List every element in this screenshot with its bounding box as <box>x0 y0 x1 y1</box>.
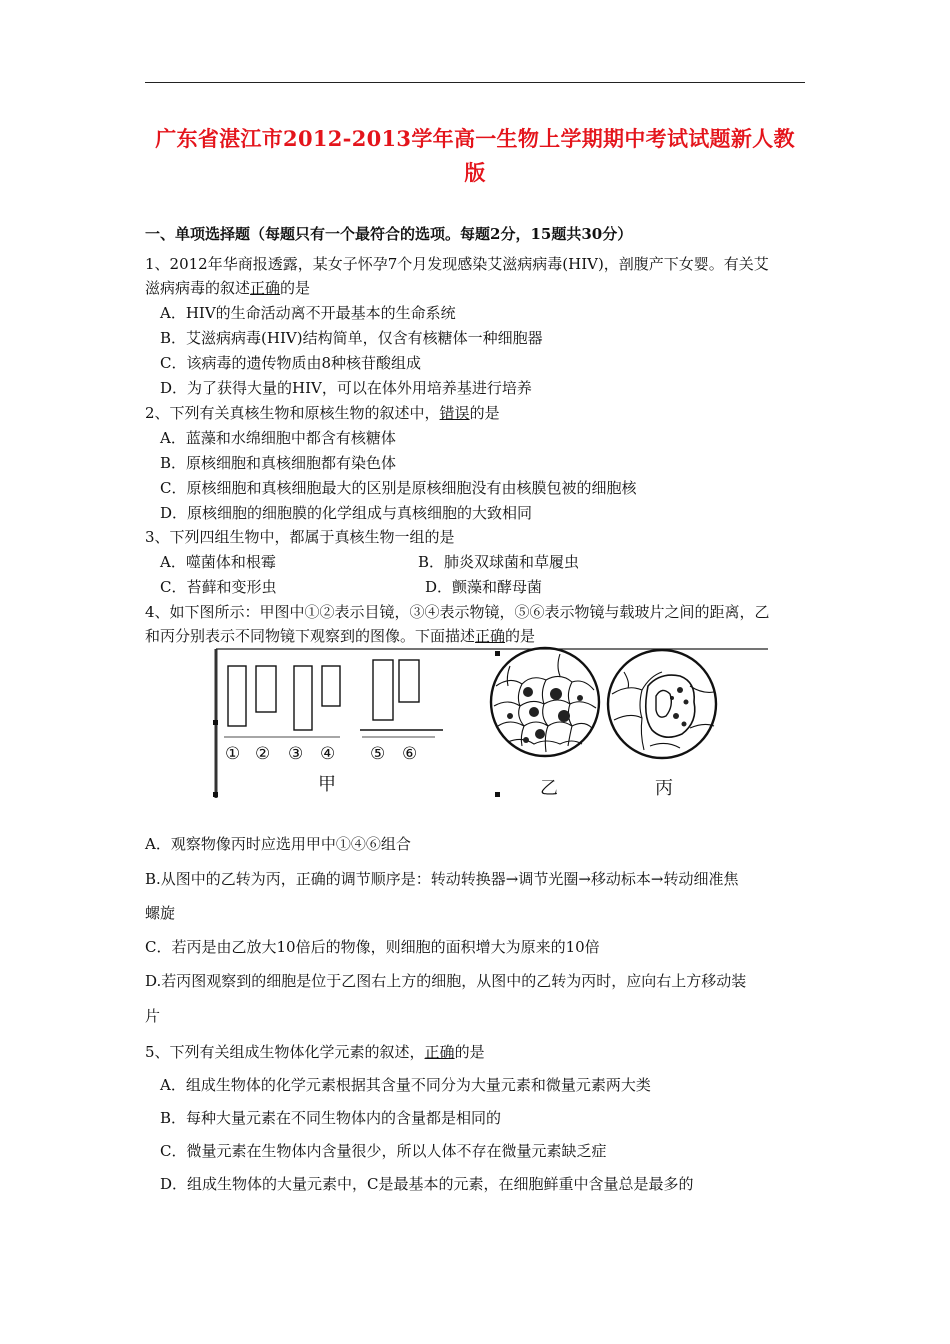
lens-diagram-jia <box>228 660 443 730</box>
title-line-1: 广东省湛江市2012-2013学年高一生物上学期期中考试试题新人教 <box>155 126 795 151</box>
q1-stem-end: 的是 <box>280 279 311 297</box>
objective-6 <box>399 660 419 702</box>
document-title <box>145 122 805 190</box>
q5-option-c: C．微量元素在生物体内含量很少，所以人体不存在微量元素缺乏症 <box>160 1142 607 1160</box>
eyepiece-1 <box>228 666 246 726</box>
section-heading: 一、单项选择题（每题只有一个最符合的选项。每题2分，15题共30分） <box>145 225 633 243</box>
q2-option-c: C．原核细胞和真核细胞最大的区别是原核细胞没有由核膜包被的细胞核 <box>160 479 637 497</box>
q5-stem-text: 5、下列有关组成生物体化学元素的叙述， <box>145 1043 425 1061</box>
title-line-2: 版 <box>464 160 486 185</box>
q4-stem-text: 和丙分别表示不同物镜下观察到的图像。下面描述 <box>145 627 476 645</box>
q3-option-d: D．颤藻和酵母菌 <box>425 578 543 596</box>
q4-option-b-line-1: B.从图中的乙转为丙，正确的调节顺序是：转动转换器→调节光圈→移动标本→转动细准焦 <box>145 870 739 888</box>
q4-stem-line-1: 4、如下图所示：甲图中①②表示目镜，③④表示物镜，⑤⑥表示物镜与载玻片之间的距离，乙 <box>145 603 770 621</box>
microscope-figure <box>210 646 770 802</box>
objective-4 <box>322 666 340 706</box>
objective-3 <box>294 666 312 730</box>
q3-option-c: C．苔藓和变形虫 <box>160 578 277 596</box>
q1-stem-line-2 <box>145 278 310 298</box>
label-bing: 丙 <box>655 778 673 799</box>
q2-stem-text: 2、下列有关真核生物和原核生物的叙述中， <box>145 404 440 422</box>
q2-option-a: A．蓝藻和水绵细胞中都含有核糖体 <box>160 429 396 447</box>
q2-option-b: B．原核细胞和真核细胞都有染色体 <box>160 454 397 472</box>
q3-option-a: A．噬菌体和根霉 <box>160 553 276 571</box>
q1-option-c: C．该病毒的遗传物质由8种核苷酸组成 <box>160 354 422 372</box>
view-bing-circle <box>608 650 716 758</box>
label-2: ② <box>255 744 271 764</box>
q4-option-d-line-2: 片 <box>145 1007 161 1025</box>
q5-stem <box>145 1042 485 1062</box>
figure-marker <box>213 792 218 797</box>
figure-marker <box>495 651 500 656</box>
label-yi: 乙 <box>540 778 558 799</box>
q5-emphasis: 正确 <box>424 1043 455 1061</box>
q1-option-b: B．艾滋病病毒(HIV)结构简单，仅含有核糖体一种细胞器 <box>160 329 543 347</box>
q5-option-b: B．每种大量元素在不同生物体内的含量都是相同的 <box>160 1109 502 1127</box>
q4-option-c: C．若丙是由乙放大10倍后的物像，则细胞的面积增大为原来的10倍 <box>145 938 600 956</box>
q2-stem <box>145 403 500 423</box>
q4-stem-end: 的是 <box>505 627 536 645</box>
view-yi <box>491 648 599 756</box>
q5-option-a: A．组成生物体的化学元素根据其含量不同分为大量元素和微量元素两大类 <box>160 1076 651 1094</box>
figure-marker <box>495 792 500 797</box>
q2-stem-end: 的是 <box>469 404 500 422</box>
q5-option-d: D．组成生物体的大量元素中，C是最基本的元素，在细胞鲜重中含量总是最多的 <box>160 1175 694 1193</box>
q1-emphasis: 正确 <box>250 279 281 297</box>
view-bing <box>608 650 716 758</box>
q3-stem: 3、下列四组生物中，都属于真核生物一组的是 <box>145 528 455 546</box>
q1-option-a: A．HIV的生命活动离不开最基本的生命系统 <box>160 304 456 322</box>
figure-marker <box>213 720 218 725</box>
header-rule <box>145 82 805 83</box>
q3-option-b: B．肺炎双球菌和草履虫 <box>418 553 580 571</box>
label-5: ⑤ <box>370 744 386 764</box>
q5-stem-end: 的是 <box>454 1043 485 1061</box>
label-6: ⑥ <box>402 744 418 764</box>
q2-emphasis: 错误 <box>439 404 470 422</box>
q4-emphasis: 正确 <box>475 627 506 645</box>
label-4: ④ <box>320 744 336 764</box>
q1-stem-text: 滋病病毒的叙述 <box>145 279 251 297</box>
label-jia: 甲 <box>318 774 336 795</box>
q2-option-d: D．原核细胞的细胞膜的化学组成与真核细胞的大致相同 <box>160 504 533 522</box>
objective-5 <box>373 660 393 720</box>
q1-option-d: D．为了获得大量的HIV，可以在体外用培养基进行培养 <box>160 379 532 397</box>
label-3: ③ <box>288 744 304 764</box>
q4-option-d-line-1: D.若丙图观察到的细胞是位于乙图右上方的细胞，从图中的乙转为丙时，应向右上方移动装 <box>145 972 747 990</box>
q4-option-a: A．观察物像丙时应选用甲中①④⑥组合 <box>145 835 411 853</box>
label-1: ① <box>225 744 241 764</box>
q4-stem-line-2 <box>145 626 535 646</box>
eyepiece-2 <box>256 666 276 712</box>
q4-option-b-line-2: 螺旋 <box>145 904 176 922</box>
q1-stem-line-1: 1、2012年华商报透露，某女子怀孕7个月发现感染艾滋病病毒(HIV)，剖腹产下女婴。有关艾 <box>145 255 769 273</box>
